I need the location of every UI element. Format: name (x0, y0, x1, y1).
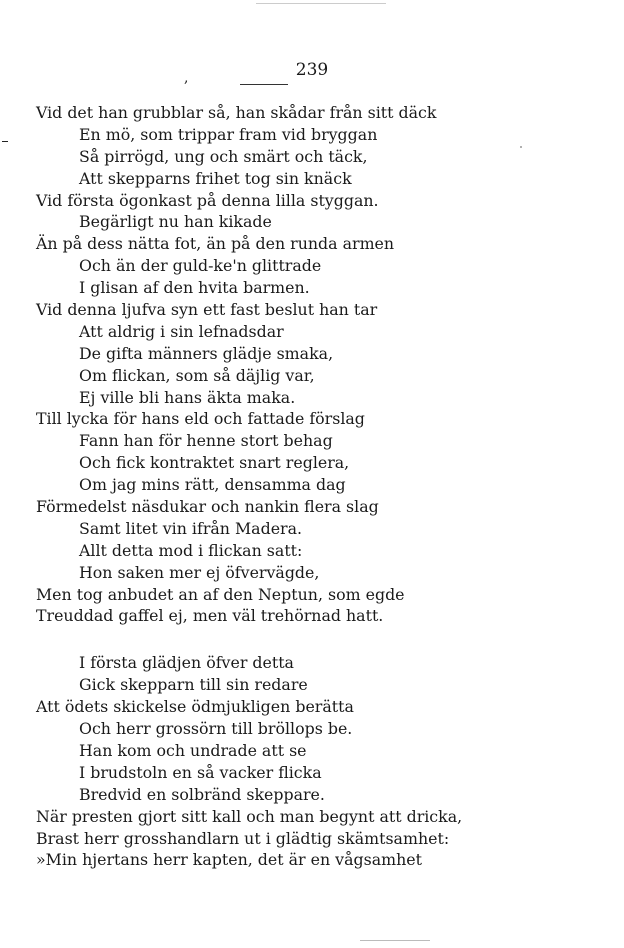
page-number-rule (240, 84, 288, 85)
page-edge-line (256, 3, 386, 4)
poem-line: Han kom och undrade att se (79, 740, 307, 760)
poem-line: Och fick kontraktet snart reglera, (79, 453, 350, 473)
stanza-break (0, 627, 624, 652)
poem-line: Fann han för henne stort behag (79, 431, 333, 451)
poem-line: Förmedelst näsdukar och nankin flera slag (36, 497, 379, 517)
poem-line: Till lycka för hans eld och fattade förslag (36, 409, 365, 429)
poem-line: Om flickan, som så däjlig var, (79, 365, 315, 385)
poem-line: När presten gjort sitt kall och man begynt att dricka, (36, 806, 463, 826)
poem-line: Och än der guld-ke'n glittrade (79, 256, 322, 276)
poem-line: Så pirrögd, ung och smärt och täck, (79, 146, 368, 166)
poem-line: I första glädjen öfver detta (79, 653, 294, 673)
poem-line: Begärligt nu han kikade (79, 212, 272, 232)
poem-line: Att ödets skickelse ödmjukligen berätta (36, 697, 354, 717)
poem-line: De gifta männers glädje smaka, (79, 343, 334, 363)
poem-line: Treuddad gaffel ej, men väl trehörnad hatt. (36, 606, 384, 626)
poem-line: I glisan af den hvita barmen. (79, 278, 310, 298)
poem-line: Men tog anbudet an af den Neptun, som egde (36, 584, 405, 604)
poem-line: Att skepparns frihet tog sin knäck (79, 168, 352, 188)
page-number: 239 (295, 60, 329, 80)
poem-line: Att aldrig i sin lefnadsdar (79, 321, 284, 341)
poem-line: Om jag mins rätt, densamma dag (79, 475, 346, 495)
poem-line: En mö, som trippar fram vid bryggan (79, 124, 378, 144)
poem-line: Bredvid en solbränd skeppare. (79, 784, 325, 804)
print-mark: , (184, 70, 189, 86)
poem-line: Allt detta mod i flickan satt: (79, 540, 303, 560)
poem-body (0, 102, 624, 871)
poem-line: Hon saken mer ej öfvervägde, (79, 562, 320, 582)
poem-line: »Min hjertans herr kapten, det är en vågsamhet (36, 850, 422, 870)
poem-line: Brast herr grosshandlarn ut i glädtig skämtsamhet: (36, 828, 450, 848)
poem-line: Samt litet vin ifrån Madera. (79, 518, 303, 538)
poem-line: Vid denna ljufva syn ett fast beslut han tar (36, 300, 378, 320)
poem-line: Gick skepparn till sin redare (79, 675, 308, 695)
poem-line: Vid det han grubblar så, han skådar från sitt däck (36, 103, 437, 122)
poem-line: Än på dess nätta fot, än på den runda armen (36, 234, 395, 254)
poem-line: Ej ville bli hans äkta maka. (79, 387, 296, 407)
poem-line: Vid första ögonkast på denna lilla styggan. (36, 190, 379, 210)
poem-line: I brudstoln en så vacker flicka (79, 762, 322, 782)
page-edge-line-bottom (360, 940, 430, 941)
poem-line: Och herr grossörn till bröllops be. (79, 719, 353, 739)
